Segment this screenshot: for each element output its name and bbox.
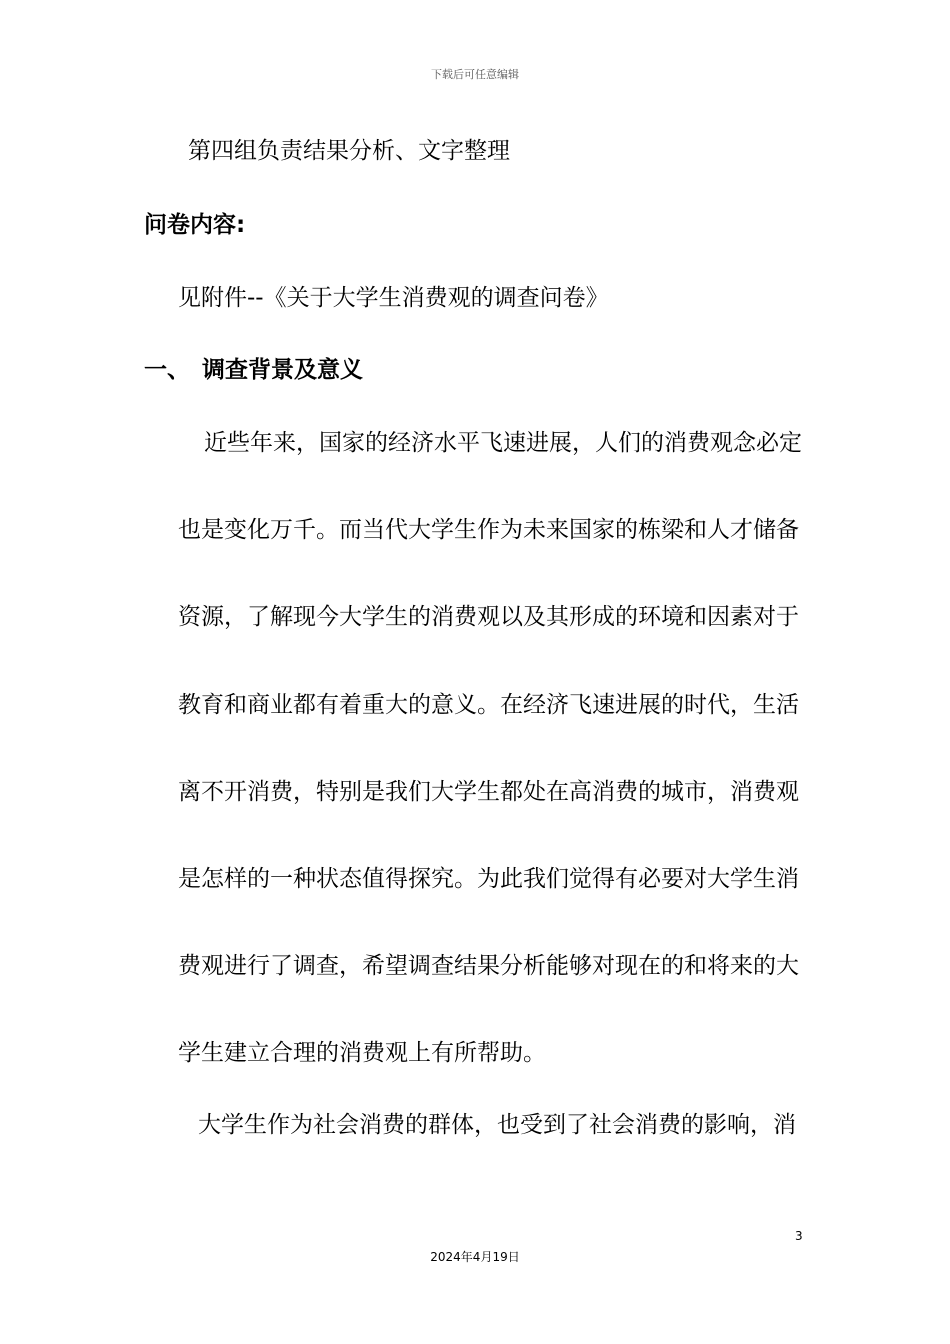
attachment-line: 见附件--《关于大学生消费观的调查问卷》 bbox=[178, 285, 609, 311]
paragraph-line: 资源，了解现今大学生的消费观以及其形成的环境和因素对于 bbox=[178, 604, 799, 630]
footer-date: 2024年4月19日 bbox=[430, 1250, 520, 1264]
paragraph-line: 学生建立合理的消费观上有所帮助。 bbox=[178, 1040, 546, 1066]
section1-title: 调查背景及意义 bbox=[202, 357, 363, 383]
page-number: 3 bbox=[795, 1229, 803, 1243]
paragraph-line: 离不开消费，特别是我们大学生都处在高消费的城市，消费观 bbox=[178, 779, 799, 805]
paragraph-line: 近些年来，国家的经济水平飞速进展，人们的消费观念必定 bbox=[204, 430, 802, 456]
paragraph-line: 是怎样的一种状态值得探究。为此我们觉得有必要对大学生消 bbox=[178, 866, 799, 892]
group4-line: 第四组负责结果分析、文字整理 bbox=[188, 138, 510, 164]
paragraph-line: 费观进行了调查，希望调查结果分析能够对现在的和将来的大 bbox=[178, 953, 799, 979]
header-note: 下载后可任意编辑 bbox=[431, 68, 519, 81]
paragraph-line: 也是变化万千。而当代大学生作为未来国家的栋梁和人才储备 bbox=[178, 517, 799, 543]
paragraph-line: 大学生作为社会消费的群体，也受到了社会消费的影响，消 bbox=[198, 1112, 796, 1138]
section1-number: 一、 bbox=[144, 357, 190, 383]
questionnaire-heading: 问卷内容: bbox=[144, 212, 246, 238]
paragraph-line: 教育和商业都有着重大的意义。在经济飞速进展的时代，生活 bbox=[178, 692, 799, 718]
